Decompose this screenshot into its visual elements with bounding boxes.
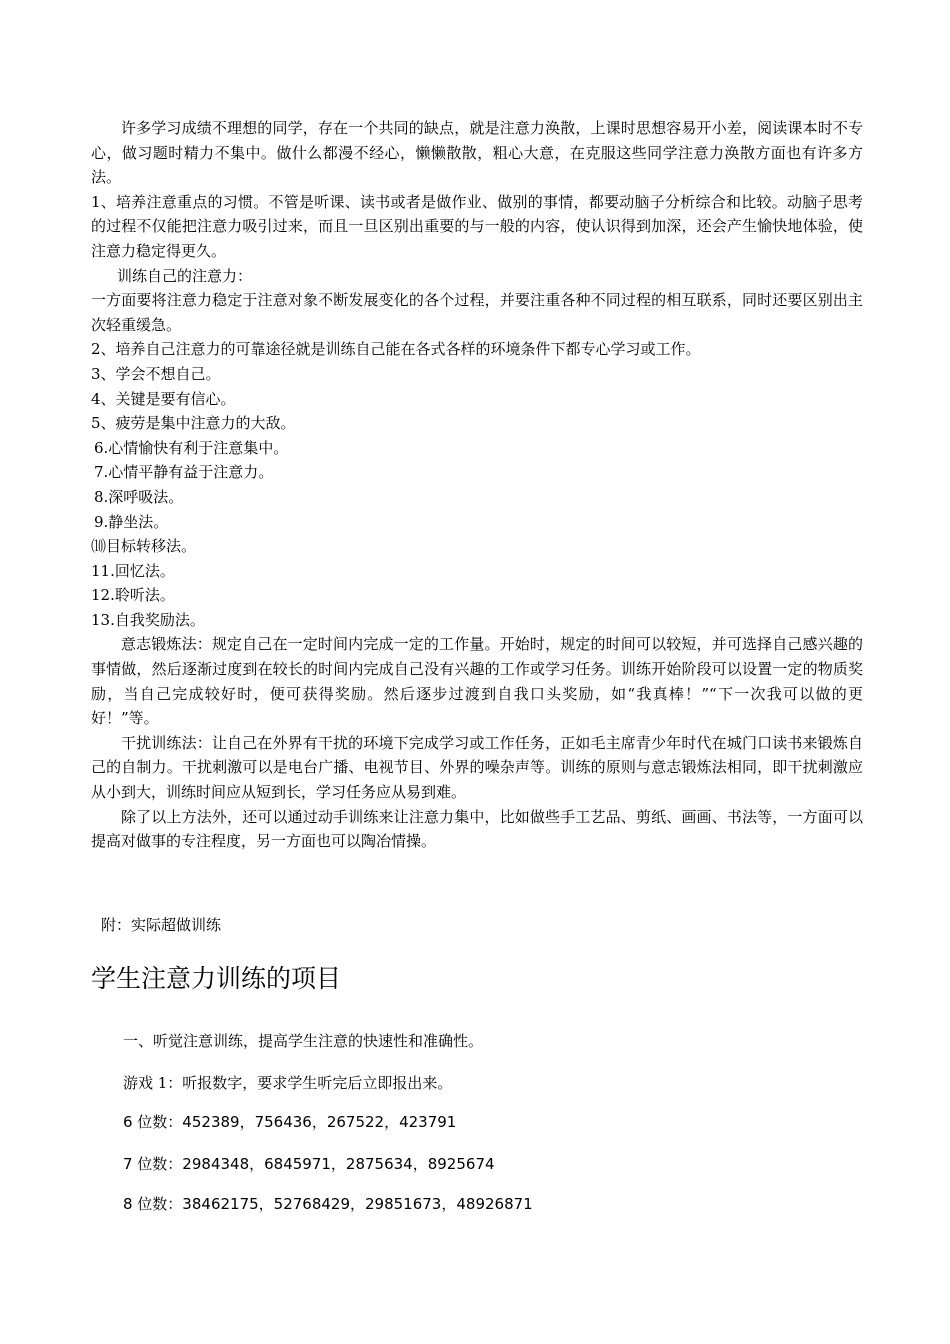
- interference-training-paragraph: 干扰训练法：让自己在外界有干扰的环境下完成学习或工作任务，正如毛主席青少年时代在城门口读书来锻炼自己的自制力。干扰刺激可以是电台广播、电视节目、外界的噪杂声等。训练的原则与意志锻炼法相同，即干扰刺激应从小到大，训练时间应从短到长，学习任务应从易到难。: [91, 733, 863, 802]
- method-10-item: ⑽目标转移法。: [91, 537, 197, 556]
- train-attention-heading: 训练自己的注意力：: [117, 266, 253, 285]
- method-13-item: 13.自我奖励法。: [91, 610, 205, 629]
- appendix-note: 附：实际超做训练: [101, 916, 222, 934]
- train-attention-paragraph: 一方面要将注意力稳定于注意对象不断发展变化的各个过程，并要注重各种不同过程的相互联系，同时还要区别出主次轻重缓急。: [91, 291, 863, 334]
- hands-on-training-paragraph: 除了以上方法外，还可以通过动手训练来让注意力集中，比如做些手工艺品、剪纸、画画、书法等，一方面可以提高对做事的专注程度，另一方面也可以陶冶情操。: [91, 807, 863, 851]
- method-2-item: 2、培养自己注意力的可靠途径就是训练自己能在各式各样的环境条件下都专心学习或工作。: [91, 340, 701, 359]
- eight-digit-numbers: 8 位数：38462175，52768429，29851673，48926871: [123, 1195, 533, 1213]
- method-9-item: 9.静坐法。: [94, 512, 169, 531]
- intro-paragraph: 许多学习成绩不理想的同学，存在一个共同的缺点，就是注意力涣散，上课时思想容易开小差，阅读课本时不专心，做习题时精力不集中。做什么都漫不经心，懒懒散散，粗心大意，在克服这些同学注意力涣散方面也有许多方法。: [91, 119, 863, 187]
- method-12-item: 12.聆听法。: [91, 586, 175, 605]
- six-digit-numbers: 6 位数：452389，756436，267522，423791: [123, 1113, 457, 1131]
- method-6-item: 6.心情愉快有利于注意集中。: [94, 438, 289, 457]
- willpower-training-paragraph: 意志锻炼法：规定自己在一定时间内完成一定的工作量。开始时，规定的时间可以较短，并可选择自己感兴趣的事情做，然后逐渐过度到在较长的时间内完成自己没有兴趣的工作或学习任务。训练开始阶段可以设置一定的物质奖励，当自己完成较好时，便可获得奖励。然后逐步过渡到自我口头奖励，如“我真棒！”“下一次我可以做的更好！”等。: [91, 635, 863, 728]
- method-4-item: 4、关键是要有信心。: [91, 389, 236, 408]
- method-11-item: 11.回忆法。: [91, 561, 175, 580]
- seven-digit-numbers: 7 位数：2984348，6845971，2875634，8925674: [123, 1155, 495, 1173]
- method-5-item: 5、疲劳是集中注意力的大敌。: [91, 414, 296, 433]
- method-7-item: 7.心情平静有益于注意力。: [94, 463, 274, 482]
- method-1-paragraph: 1、培养注意重点的习惯。不管是听课、读书或者是做作业、做别的事情，都要动脑子分析综合和比较。动脑子思考的过程不仅能把注意力吸引过来，而且一旦区别出重要的与一般的内容，使认识得到加深，还会产生愉快地体验，使注意力稳定得更久。: [91, 192, 863, 260]
- game-description: 游戏 1：听报数字，要求学生听完后立即报出来。: [123, 1074, 453, 1092]
- method-8-item: 8.深呼吸法。: [94, 487, 184, 506]
- method-3-item: 3、学会不想自己。: [91, 364, 221, 383]
- practice-heading: 一、听觉注意训练，提高学生注意的快速性和准确性。: [123, 1032, 484, 1050]
- section-title: 学生注意力训练的项目: [91, 964, 342, 993]
- body-text: [91, 116, 863, 854]
